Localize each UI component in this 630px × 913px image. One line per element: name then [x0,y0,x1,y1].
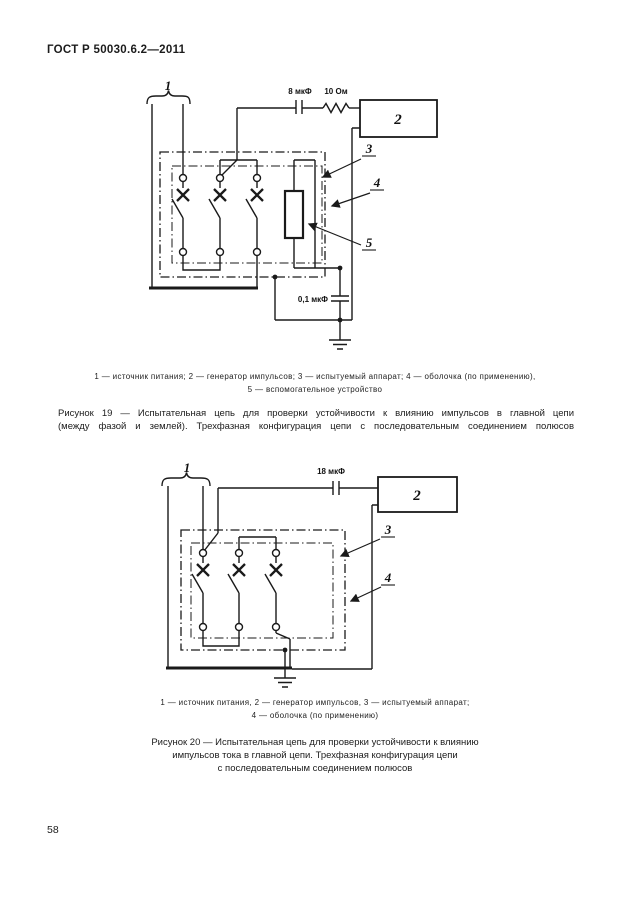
figure20-caption [0,736,630,775]
switch-poles [192,537,290,668]
legend-line: 1 — источник питания; 2 — генератор импульсов; 3 — испытуемый аппарат; 4 — оболочка (по применению), [94,372,536,381]
enclosure-label: 4 [373,175,381,190]
series-capacitor [204,467,378,551]
aux-device [285,160,340,268]
source-label: 1 [183,460,191,475]
legend-line: 1 — источник питания, 2 — генератор импульсов, 3 — испытуемый аппарат; [160,698,470,707]
document-number: ГОСТ Р 50030.6.2—2011 [47,44,186,56]
generator-label: 2 [394,112,402,128]
figure20-legend [0,697,630,722]
capacitor-value-label: 8 мкФ [288,87,312,96]
callout-4 [332,175,384,206]
page-number: 58 [47,824,59,836]
caption-line: импульсов тока в главной цепи. Трехфазная конфигурация цепи [172,750,458,761]
caption-line: с последовательным соединением полюсов [217,763,413,774]
callout-3 [341,522,395,556]
enclosure-label: 4 [384,570,392,585]
legend-line: 5 — вспомогательное устройство [247,384,383,394]
impulse-generator-box [352,100,437,320]
caption-line: Рисунок 20 — Испытательная цепь для проверки устойчивости к влиянию [151,737,479,748]
caption-line: Рисунок 19 — Испытательная цепь для проверки устойчивости к влиянию импульсов в главной цепи [58,408,574,419]
switch-poles [172,160,263,270]
figure20-diagram [162,460,457,687]
series-capacitor-resistor [237,87,360,160]
figure19-legend [0,371,630,396]
capacitor-value-label: 18 мкФ [317,467,345,476]
legend-line: 4 — оболочка (по применению) [251,710,379,720]
ground-symbol [329,320,351,349]
figure19-caption [58,407,574,433]
impulse-generator-box [292,477,457,669]
earthing-branch [273,266,352,349]
caption-line: (между фазой и землей). Трехфазная конфигурация цепи с последовательным соединением полюсов [58,421,574,432]
supply-wires [149,104,258,288]
resistor-value-label: 10 Ом [324,87,348,96]
device-label: 3 [365,141,373,156]
callout-5 [309,224,376,250]
callout-4 [351,570,395,601]
source-label: 1 [164,78,172,93]
callout-3 [323,141,376,177]
figure19-diagram [147,78,437,349]
generator-label: 2 [413,488,421,504]
power-source-brace [162,460,210,486]
aux-label: 5 [365,235,373,250]
ground-capacitor-value-label: 0,1 мкФ [297,295,328,304]
device-label: 3 [384,522,392,537]
enclosure-outline [160,152,325,277]
power-source-brace [147,78,190,104]
